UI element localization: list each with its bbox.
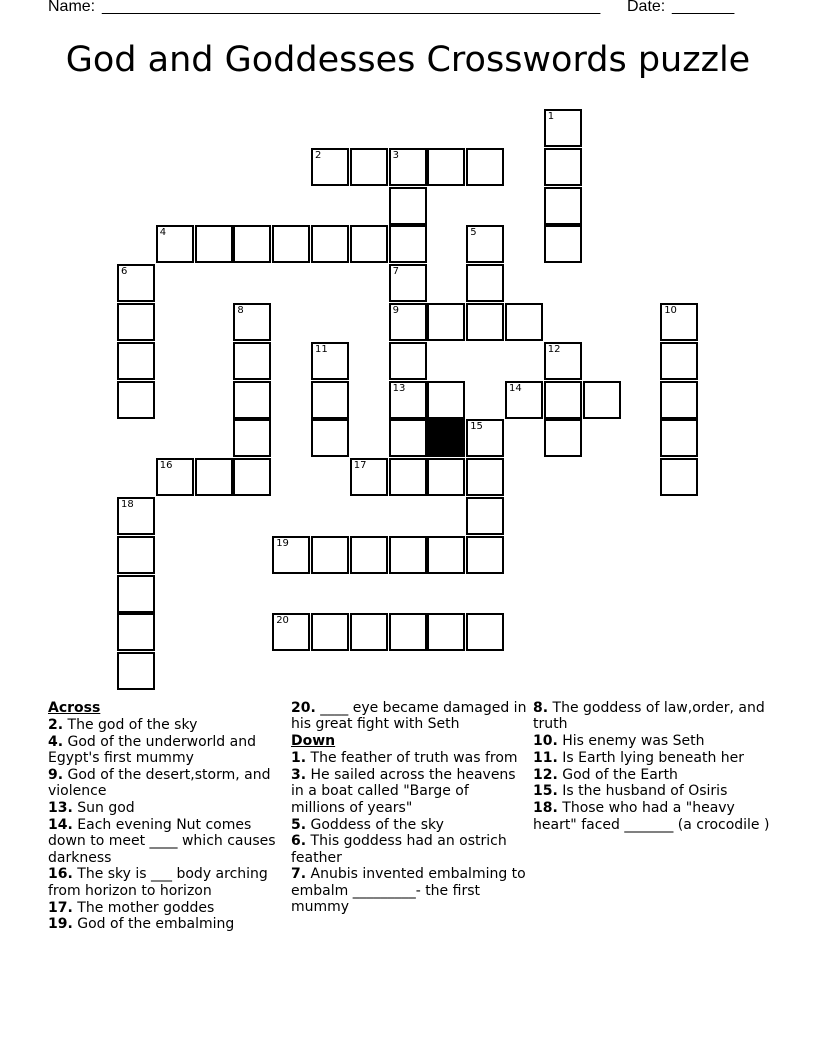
clue-number-label: 13. (48, 800, 73, 817)
puzzle-title: God and Goddesses Crosswords puzzle (65, 40, 751, 80)
grid-cell[interactable] (466, 536, 504, 574)
clue-text: Is Earth lying beneath her (562, 749, 745, 766)
clues-column-3 (533, 700, 773, 833)
grid-cell[interactable] (233, 342, 271, 380)
date-blank-line[interactable]: _______ (672, 0, 735, 15)
clue-number: 5 (470, 227, 477, 239)
grid-cell[interactable] (427, 536, 465, 574)
grid-cell[interactable] (117, 264, 155, 302)
clue-number-label: 16. (48, 866, 73, 883)
clue-number-label: 14. (48, 817, 73, 834)
grid-cell[interactable] (272, 225, 310, 263)
grid-cell[interactable] (389, 225, 427, 263)
down-clue (291, 833, 527, 866)
across-clue (48, 866, 286, 899)
clues-column-1 (48, 700, 286, 933)
clue-text: God of the Earth (562, 766, 678, 783)
name-blank-line[interactable]: ________________________________________________________ (102, 0, 601, 15)
grid-cell[interactable] (117, 575, 155, 613)
clue-text: The mother goddes (77, 899, 215, 916)
across-clue (48, 916, 286, 932)
clue-number: 3 (392, 149, 399, 161)
clue-number: 17 (353, 460, 367, 472)
grid-cell[interactable] (117, 381, 155, 419)
grid-cell[interactable] (583, 381, 621, 419)
grid-cell[interactable] (350, 458, 388, 496)
clue-text: Those who had a "heavy heart" faced _______ (a crocodile ) (533, 800, 770, 833)
grid-cell[interactable] (466, 148, 504, 186)
grid-cell[interactable] (544, 187, 582, 225)
clue-text: Goddess of the sky (310, 816, 444, 833)
across-clue (48, 734, 286, 767)
date-label: Date: (627, 0, 666, 15)
clue-number: 13 (392, 382, 406, 394)
grid-cell[interactable] (544, 225, 582, 263)
grid-cell[interactable] (311, 148, 349, 186)
grid-cell[interactable] (233, 225, 271, 263)
grid-cell[interactable] (311, 419, 349, 457)
grid-cell[interactable] (389, 342, 427, 380)
grid-cell[interactable] (466, 419, 504, 457)
clue-text: Anubis invented embalming to embalm _________- the first mummy (291, 866, 526, 916)
across-clue (48, 900, 286, 916)
grid-cell[interactable] (350, 148, 388, 186)
clue-number-label: 9. (48, 767, 64, 784)
clue-text: His enemy was Seth (562, 733, 705, 750)
grid-cell[interactable] (311, 536, 349, 574)
clue-text: The god of the sky (67, 717, 198, 734)
clue-number-label: 1. (291, 750, 307, 767)
grid-cell[interactable] (389, 264, 427, 302)
grid-cell[interactable] (660, 458, 698, 496)
down-clue (533, 700, 773, 733)
grid-cell[interactable] (544, 342, 582, 380)
grid-cell[interactable] (233, 458, 271, 496)
clue-number-label: 18. (533, 800, 558, 817)
grid-cell[interactable] (389, 187, 427, 225)
grid-cell[interactable] (117, 652, 155, 690)
down-clue (533, 800, 773, 833)
clue-number: 7 (392, 266, 399, 278)
clue-text: God of the embalming (77, 916, 235, 933)
clue-number: 9 (392, 305, 399, 316)
clue-number: 16 (159, 460, 173, 472)
down-clue (291, 767, 527, 816)
clue-number: 12 (547, 343, 561, 355)
down-clue (533, 783, 773, 799)
clue-number: 10 (664, 305, 677, 316)
grid-cell[interactable] (427, 458, 465, 496)
across-clue (48, 717, 286, 733)
clue-text: Sun god (77, 800, 135, 817)
grid-cell[interactable] (466, 497, 504, 535)
down-clue (533, 733, 773, 749)
grid-cell[interactable] (427, 148, 465, 186)
clue-text: Each evening Nut comes down to meet ____ which causes darkness (48, 817, 276, 866)
clues-column-2 (291, 700, 527, 916)
across-clue (48, 800, 286, 816)
clue-number-label: 12. (533, 766, 558, 783)
clue-number-label: 15. (533, 783, 558, 800)
down-clue (533, 767, 773, 783)
grid-cell[interactable] (195, 458, 233, 496)
clue-number-label: 8. (533, 700, 549, 716)
clue-number: 19 (276, 537, 289, 549)
down-clue (533, 750, 773, 766)
clue-text: This goddess had an ostrich feather (291, 833, 507, 866)
clue-text: The goddess of law,order, and truth (533, 700, 765, 733)
clue-number: 15 (470, 421, 483, 433)
across-clue (291, 700, 527, 733)
grid-cell[interactable] (272, 536, 310, 574)
grid-cell[interactable] (311, 225, 349, 263)
grid-cell[interactable] (117, 613, 155, 651)
clue-number: 6 (121, 266, 128, 278)
name-label: Name: (48, 0, 96, 15)
grid-cell[interactable] (544, 419, 582, 457)
grid-cell[interactable] (233, 419, 271, 457)
clue-number-label: 2. (48, 717, 64, 734)
clue-number-label: 7. (291, 866, 307, 883)
grid-cell[interactable] (389, 536, 427, 574)
across-clue (48, 767, 286, 800)
grid-cell[interactable] (389, 613, 427, 651)
clue-number-label: 3. (291, 767, 307, 784)
clue-text: ____ eye became damaged in his great fight with Seth (291, 700, 527, 733)
clue-number-label: 5. (291, 816, 307, 833)
clue-number: 8 (237, 305, 244, 316)
clue-number-label: 17. (48, 899, 73, 916)
down-clue (291, 817, 527, 833)
grid-cell[interactable] (660, 381, 698, 419)
grid-cell[interactable] (389, 381, 427, 419)
down-clue (291, 750, 527, 766)
grid-cell[interactable] (427, 303, 465, 341)
grid-cell[interactable] (117, 303, 155, 341)
clue-number-label: 20. (291, 700, 316, 716)
clue-text: God of the underworld and Egypt's first mummy (48, 734, 256, 767)
clue-number: 14 (509, 382, 522, 394)
clue-number: 11 (315, 343, 328, 355)
grid-cell[interactable] (466, 613, 504, 651)
clue-text: Is the husband of Osiris (562, 783, 728, 800)
grid-cell[interactable] (117, 342, 155, 380)
grid-cell[interactable] (311, 381, 349, 419)
grid-cell[interactable] (117, 536, 155, 574)
clue-number: 18 (121, 499, 134, 510)
grid-cell[interactable] (544, 109, 582, 147)
clue-text: He sailed across the heavens in a boat called "Barge of millions of years" (291, 767, 516, 816)
grid-cell[interactable] (505, 303, 543, 341)
grid-cell[interactable] (427, 613, 465, 651)
clue-text: The feather of truth was from (310, 750, 518, 767)
grid-cell[interactable] (117, 497, 155, 535)
grid-cell[interactable] (233, 381, 271, 419)
grid-black-cell (427, 419, 465, 457)
grid-cell[interactable] (156, 225, 194, 263)
grid-cell[interactable] (389, 148, 427, 186)
clue-number: 20 (276, 615, 289, 627)
clue-number: 1 (547, 111, 555, 122)
down-clue (291, 866, 527, 915)
clue-number: 2 (315, 149, 322, 161)
grid-cell[interactable] (311, 342, 349, 380)
across-clue (48, 817, 286, 866)
grid-cell[interactable] (544, 148, 582, 186)
grid-cell[interactable] (389, 419, 427, 457)
grid-cell[interactable] (660, 342, 698, 380)
grid-cell[interactable] (466, 303, 504, 341)
clue-number: 4 (159, 227, 167, 239)
clue-number-label: 10. (533, 733, 558, 750)
clue-number-label: 11. (533, 749, 558, 766)
grid-cell[interactable] (389, 458, 427, 496)
grid-cell[interactable] (466, 264, 504, 302)
grid-cell[interactable] (660, 303, 698, 341)
grid-cell[interactable] (466, 458, 504, 496)
down-heading: Down (291, 733, 336, 750)
clue-text: God of the desert,storm, and violence (48, 767, 271, 800)
grid-cell[interactable] (272, 613, 310, 651)
grid-cell[interactable] (660, 419, 698, 457)
grid-cell[interactable] (233, 303, 271, 341)
grid-cell[interactable] (350, 536, 388, 574)
clue-text: The sky is ___ body arching from horizon to horizon (48, 866, 268, 899)
grid-cell[interactable] (311, 613, 349, 651)
grid-cell[interactable] (505, 381, 543, 419)
grid-cell[interactable] (350, 225, 388, 263)
clue-number-label: 4. (48, 734, 64, 751)
grid-cell[interactable] (389, 303, 427, 341)
grid-cell[interactable] (195, 225, 233, 263)
clue-number-label: 19. (48, 916, 73, 933)
grid-cell[interactable] (427, 381, 465, 419)
grid-cell[interactable] (466, 225, 504, 263)
across-heading: Across (48, 700, 101, 716)
grid-cell[interactable] (156, 458, 194, 496)
clue-number-label: 6. (291, 833, 307, 850)
grid-cell[interactable] (544, 381, 582, 419)
grid-cell[interactable] (350, 613, 388, 651)
